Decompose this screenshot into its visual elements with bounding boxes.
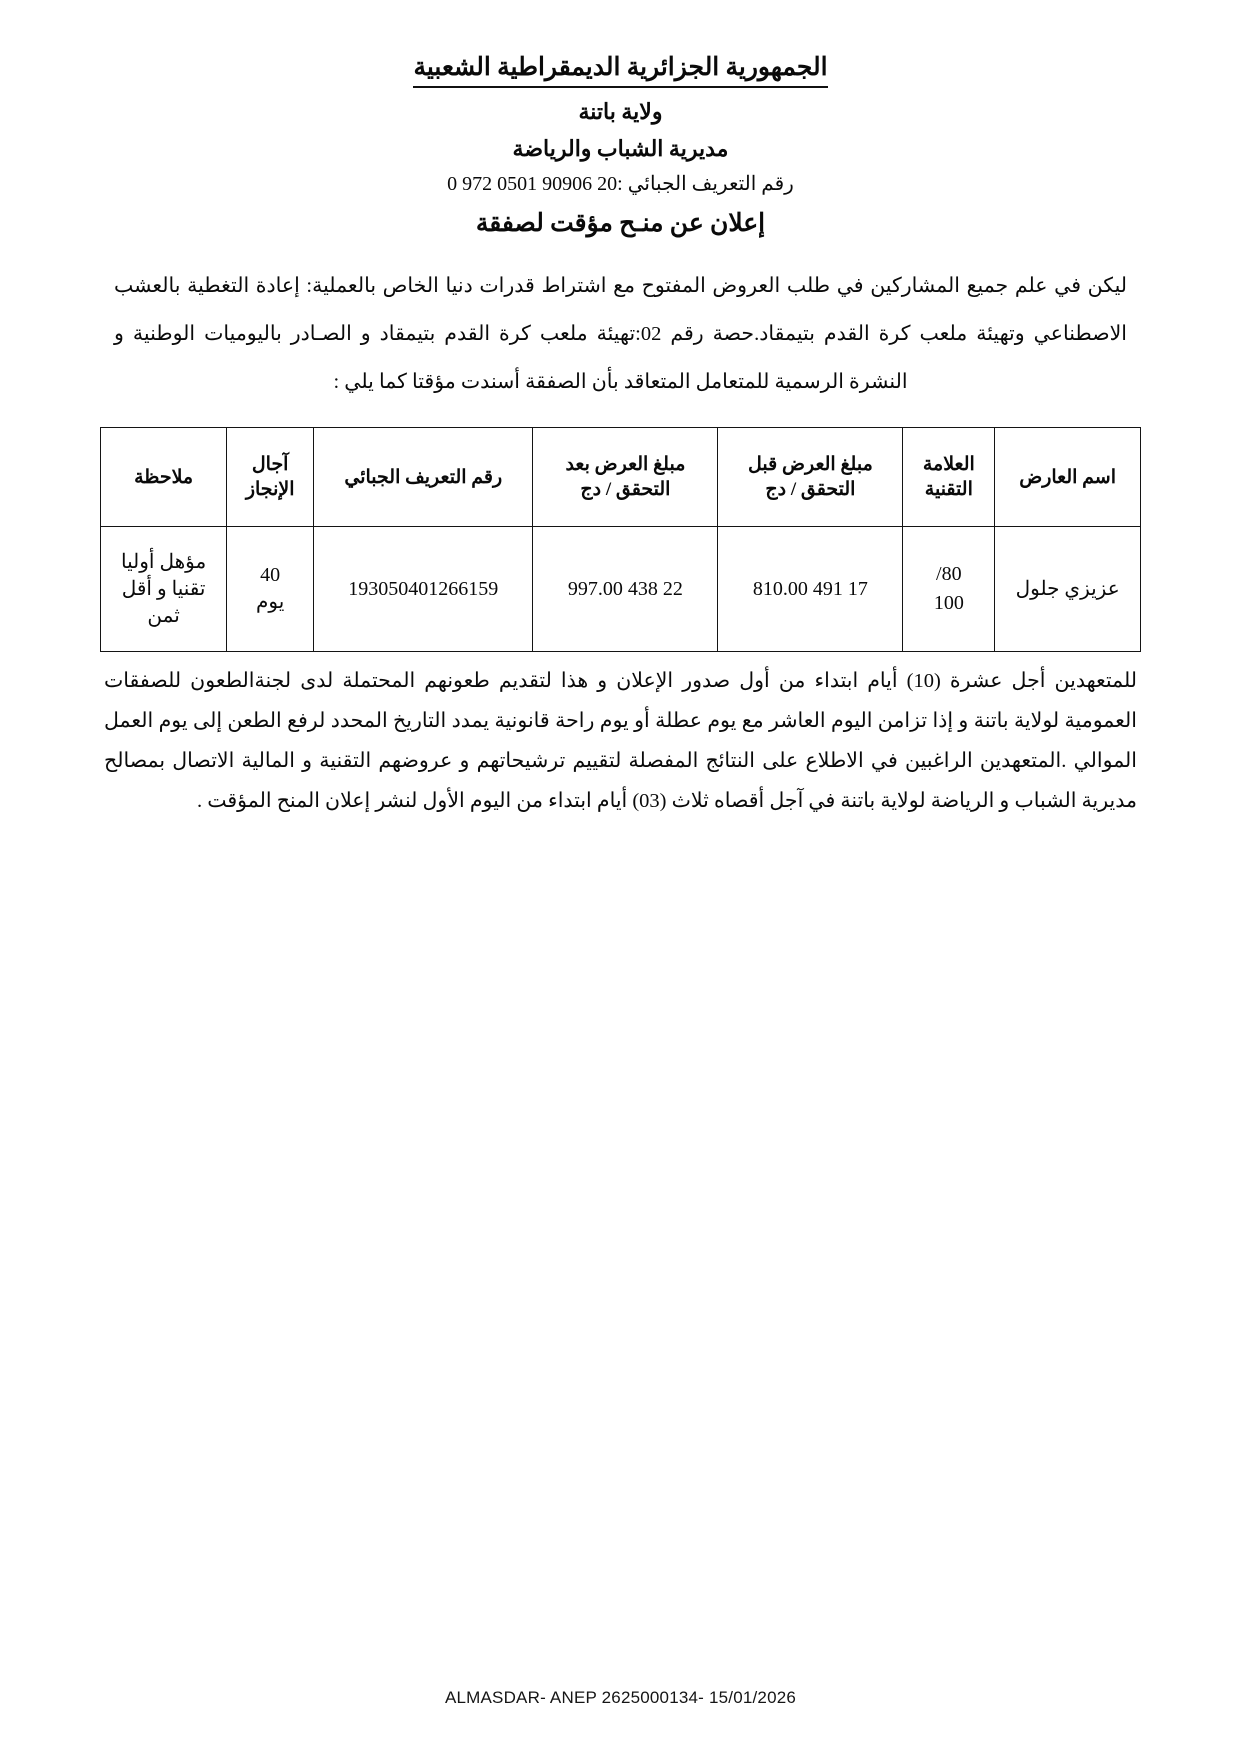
cell-technical-mark-denominator: 100 [933,592,964,615]
republic-heading: الجمهورية الجزائرية الديمقراطية الشعبية [413,52,827,88]
intro-paragraph: ليكن في علم جميع المشاركين في طلب العروض المفتوح مع اشتراط قدرات دنيا الخاص بالعملية: إعادة التغطية بالعشب الاصطناعي وتهيئة ملعب كرة القدم بتيمقاد.حصة رقم 02:تهيئة ملعب كرة القدم بتيمقاد و الصـادر باليوميات الوطنية و النشرة الرسمية للمتعامل المتعاقد بأن الصفقة أسندت مؤقتا كما يلي : [114,275,1127,394]
directorate-heading: مديرية الشباب والرياضة [512,135,729,161]
cell-technical-mark [903,527,995,652]
column-header-technical-mark-line1: العلامة [922,453,975,475]
table-body [101,527,1141,652]
cell-remark-line3: ثمن [147,604,180,627]
cell-completion-delay [227,527,314,652]
letterhead [100,52,1141,239]
column-header-amount-before-verification [718,428,903,527]
column-header-completion-delay [227,428,314,527]
cell-bidder-name: عزيزي جلول [995,527,1141,652]
cell-completion-delay-unit: يوم [256,591,285,614]
page-title: إعلان عن منـح مؤقت لصفقة [475,210,766,238]
cell-amount-after-verification: 22 438 997.00 [533,527,718,652]
column-header-amount-before-line2: التحقق / دج [765,479,856,501]
column-header-amount-before-line1: مبلغ العرض قبل [748,453,873,475]
footer-reference: ALMASDAR- ANEP 2625000134- 15/01/2026 [444,1688,797,1707]
award-results-table [100,427,1141,652]
column-header-amount-after-verification [533,428,718,527]
table-header [101,428,1141,527]
cell-remark-line1: مؤهل أوليا [121,550,207,573]
table-header-row [101,428,1141,527]
cell-fiscal-id: 193050401266159 [314,527,533,652]
column-header-amount-after-line2: التحقق / دج [580,479,671,501]
table-row [101,527,1141,652]
column-header-delay-line1: آجال [251,453,289,475]
column-header-amount-after-line1: مبلغ العرض بعد [565,453,686,475]
cell-completion-delay-value: 40 [260,564,281,587]
column-header-fiscal-id: رقم التعريف الجبائي [314,428,533,527]
column-header-technical-mark-line2: التقنية [924,479,973,501]
wilaya-heading: ولاية باتنة [578,99,663,125]
column-header-delay-line2: الإنجاز [245,479,295,501]
cell-remark-line2: تقنيا و أقل [121,577,206,600]
cell-remark [101,527,227,652]
closing-paragraph: للمتعهدين أجل عشرة (10) أيام ابتداء من أول صدور الإعلان و هذا لتقديم طعونهم المحتملة لدى لجنةالطعون للصفقات العمومية لولاية باتنة و إذا تزامن اليوم العاشر مع يوم عطلة أو يوم راحة قانونية يمدد التاريخ المحدد لرفع الطعن إلى يوم العمل الموالي .المتعهدين الراغبين في الاطلاع على النتائج المفصلة لتقييم ترشيحاتهم و عروضهم التقنية و المالية الاتصال بمصالح مديرية الشباب و الرياضة لولاية باتنة في آجل أقصاه ثلاث (03) أيام ابتداء من اليوم الأول لنشر إعلان المنح المؤقت . [104,670,1138,812]
cell-amount-before-verification: 17 491 810.00 [718,527,903,652]
column-header-technical-mark [903,428,995,527]
column-header-remark: ملاحظة [101,428,227,527]
fiscal-identification-number: رقم التعريف الجبائي :20 90906 0501 972 0 [447,173,794,196]
column-header-bidder-name: اسم العارض [995,428,1141,527]
cell-technical-mark-numerator: 80/ [936,563,962,586]
